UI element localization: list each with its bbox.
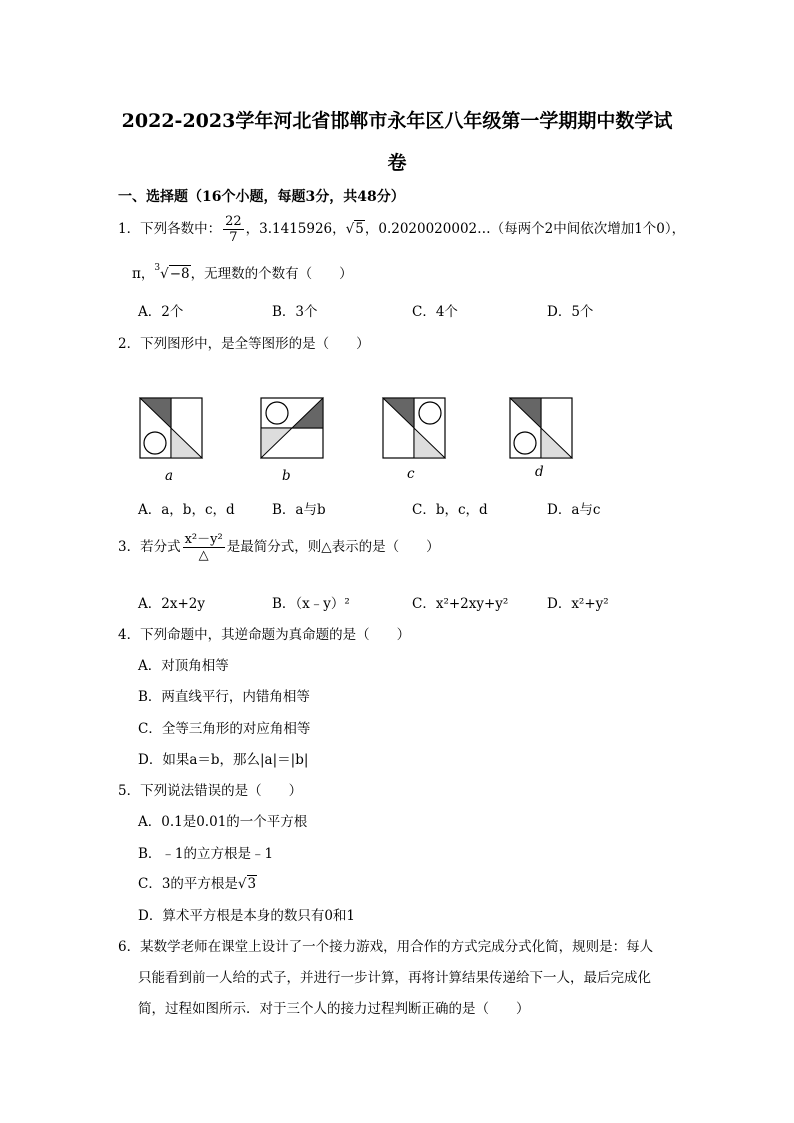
q1-frac-num: 22 bbox=[225, 214, 242, 229]
q4-option-d: D．如果a＝b，那么|a|＝|b| bbox=[138, 752, 309, 768]
q3-prefix: 3．若分式 bbox=[118, 539, 181, 555]
section-heading: 一、选择题（16个小题，每题3分，共48分） bbox=[118, 189, 405, 205]
figure-c bbox=[383, 398, 445, 458]
radical-sign-icon: √ bbox=[160, 266, 169, 282]
q3-suffix: 是最简分式，则△表示的是（ ） bbox=[226, 539, 440, 555]
q4-option-a: A．对顶角相等 bbox=[138, 658, 229, 674]
question-3-stem bbox=[118, 532, 440, 563]
q2-option-d: D．a与c bbox=[547, 502, 601, 518]
q5-option-d: D．算术平方根是本身的数只有0和1 bbox=[138, 908, 356, 924]
q1-tail: ，无理数的个数有（ ） bbox=[190, 266, 353, 282]
figure-a bbox=[140, 398, 202, 458]
question-1-line1 bbox=[118, 214, 685, 245]
q2-option-c: C．b，c，d bbox=[412, 502, 488, 518]
figure-a-circle bbox=[144, 432, 166, 454]
figure-d bbox=[510, 398, 572, 458]
q5-option-b: B．﹣1的立方根是﹣1 bbox=[138, 846, 274, 862]
figure-label-a: a bbox=[165, 468, 174, 484]
page-title-line1: 2022-2023学年河北省邯郸市永年区八年级第一学期期中数学试 bbox=[121, 110, 673, 132]
q5-sqrt3 bbox=[238, 876, 257, 892]
figure-c-circle bbox=[419, 402, 441, 424]
q5-sqrt3-value: 3 bbox=[247, 876, 257, 892]
q1-sqrt5 bbox=[346, 214, 365, 244]
q4-option-c: C．全等三角形的对应角相等 bbox=[138, 721, 311, 737]
q5-option-c-text: C．3的平方根是 bbox=[138, 876, 238, 892]
q2-option-a: A．a，b，c，d bbox=[138, 502, 235, 518]
q1-after-sqrt: ，0.2020020002…（每两个2中间依次增加1个0）， bbox=[364, 221, 686, 237]
q3-option-b: B．（x﹣y）² bbox=[272, 596, 350, 612]
question-4-stem: 4．下列命题中，其逆命题为真命题的是（ ） bbox=[118, 627, 411, 643]
question-5-stem: 5．下列说法错误的是（ ） bbox=[118, 783, 303, 799]
q1-option-d: D．5个 bbox=[547, 304, 594, 320]
q1-option-a: A．2个 bbox=[138, 304, 184, 320]
radical-sign-icon: √ bbox=[237, 876, 247, 892]
question-1-line2 bbox=[132, 262, 353, 282]
q1-cbrt-value: −8 bbox=[169, 266, 190, 282]
q3-fraction bbox=[183, 532, 225, 563]
q1-pi: π， bbox=[132, 266, 155, 282]
q3-option-c: C．x²+2xy+y² bbox=[412, 596, 509, 612]
q2-figures bbox=[130, 388, 590, 488]
radical-sign-icon: √ bbox=[345, 221, 355, 237]
q3-option-d: D．x²+y² bbox=[547, 596, 609, 612]
question-2-stem: 2．下列图形中，是全等图形的是（ ） bbox=[118, 336, 370, 352]
q4-option-b: B．两直线平行，内错角相等 bbox=[138, 689, 310, 705]
q2-option-b: B．a与b bbox=[272, 502, 326, 518]
q3-frac-num: x²－y² bbox=[184, 532, 223, 547]
q1-option-b: B．3个 bbox=[272, 304, 318, 320]
q1-fraction bbox=[223, 214, 244, 245]
q1-option-c: C．4个 bbox=[412, 304, 458, 320]
q1-after-frac: ，3.1415926， bbox=[245, 221, 346, 237]
figure-d-circle bbox=[514, 432, 536, 454]
q5-option-a: A．0.1是0.01的一个平方根 bbox=[138, 814, 308, 830]
figure-label-d: d bbox=[535, 464, 544, 480]
q1-sqrt5-value: 5 bbox=[355, 221, 364, 237]
figure-label-c: c bbox=[407, 466, 415, 482]
q3-frac-den: △ bbox=[198, 548, 209, 563]
figure-b-circle bbox=[266, 402, 288, 424]
q1-frac-den: 7 bbox=[229, 230, 238, 245]
q5-option-c bbox=[138, 872, 257, 892]
figure-label-b: b bbox=[282, 468, 291, 484]
q3-option-a: A．2x+2y bbox=[138, 596, 205, 612]
figure-b bbox=[261, 398, 323, 458]
q1-cbrt bbox=[154, 263, 190, 282]
question-6-line2: 只能看到前一人给的式子，并进行一步计算，再将计算结果传递给下一人，最后完成化 bbox=[138, 970, 651, 986]
page-title-line2: 卷 bbox=[387, 152, 407, 174]
question-6-line3: 简，过程如图所示．对于三个人的接力过程判断正确的是（ ） bbox=[138, 1001, 530, 1017]
q1-prefix: 1．下列各数中： bbox=[118, 221, 222, 237]
q1-cbrt-index: 3 bbox=[154, 263, 161, 273]
question-6-line1: 6．某数学老师在课堂上设计了一个接力游戏，用合作的方式完成分式化简，规则是：每人 bbox=[118, 939, 654, 955]
